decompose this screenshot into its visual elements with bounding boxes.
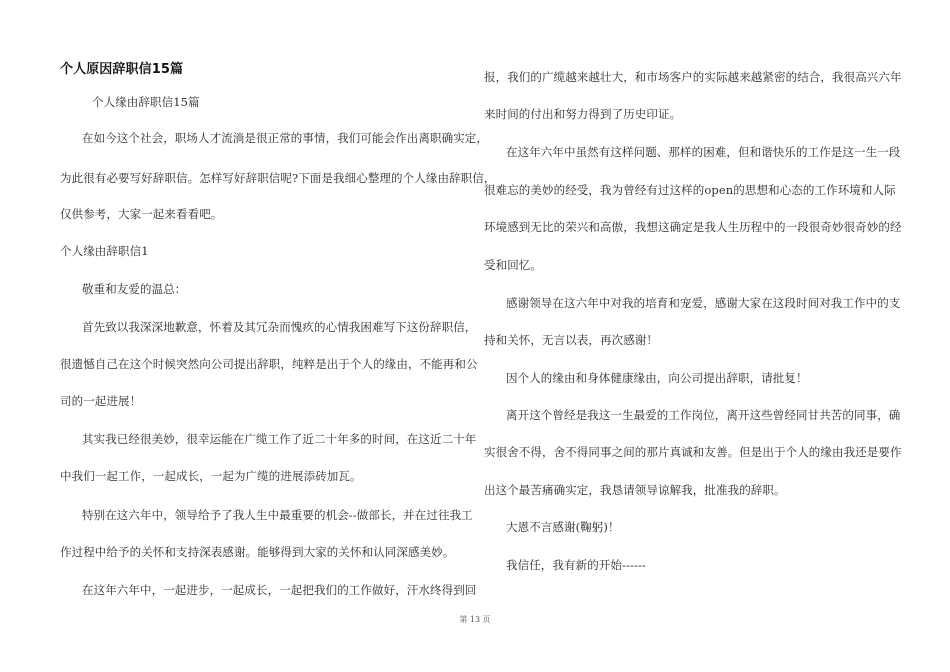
closing-line: 我信任，我有新的开始------ — [506, 558, 646, 572]
paragraph-line: 很遗憾自己在这个时候突然向公司提出辞职，纯粹是出于个人的缘由，不能再和公 — [60, 357, 478, 371]
paragraph-line: 离开这个曾经是我这一生最爱的工作岗位，离开这些曾经同甘共苦的同事，确 — [506, 408, 901, 422]
paragraph-line: 实很舍不得，舍不得同事之间的那片真诚和友善。但是出于个人的缘由我还是要作 — [484, 445, 902, 459]
paragraph-line: 在这年六年中虽然有这样问题、那样的困难，但和谐快乐的工作是这一生一段 — [506, 145, 901, 159]
paragraph-line: 持和关怀，无言以表，再次感谢！ — [484, 333, 658, 347]
paragraph-line: 司的一起进展！ — [60, 394, 142, 408]
paragraph-line: 来时间的付出和努力得到了历史印证。 — [484, 107, 682, 121]
paragraph-line: 感谢领导在这六年中对我的培育和宠爱，感谢大家在这段时间对我工作中的支 — [506, 296, 901, 310]
paragraph-line: 很难忘的美妙的经受，我为曾经有过这样的open的思想和心态的工作环境和人际 — [484, 183, 896, 197]
paragraph-line: 受和回忆。 — [484, 258, 542, 272]
paragraph-line: 仅供参考，大家一起来看看吧。 — [60, 207, 223, 221]
paragraph-line: 为此很有必要写好辞职信。怎样写好辞职信呢?下面是我细心整理的个人缘由辞职信， — [60, 171, 496, 185]
document-title: 个人原因辞职信15篇 — [60, 62, 184, 77]
paragraph-line: 中我们一起工作，一起成长，一起为广缆的进展添砖加瓦。 — [60, 469, 362, 483]
document-subtitle: 个人缘由辞职信15篇 — [92, 95, 200, 109]
section-heading: 个人缘由辞职信1 — [60, 244, 149, 258]
paragraph-line: 环境感到无比的荣兴和高傲，我想这确定是我人生历程中的一段很奇妙很奇妙的经 — [484, 220, 902, 234]
page-number: 第 13 页 — [459, 615, 491, 624]
paragraph-line: 在如今这个社会，职场人才流淌是很正常的事情，我们可能会作出离职确实定， — [82, 131, 488, 145]
paragraph-line: 作过程中给予的关怀和支持深表感谢。能够得到大家的关怀和认同深感美妙。 — [60, 545, 455, 559]
paragraph-line: 出这个最苦痛确实定，我恳请领导谅解我，批准我的辞职。 — [484, 483, 786, 497]
paragraph-line: 报，我们的广缆越来越壮大，和市场客户的实际越来越紧密的结合，我很高兴六年 — [484, 70, 902, 84]
paragraph-line: 特别在这六年中，领导给予了我人生中最重要的机会--做部长，并在过往我工 — [82, 508, 473, 522]
paragraph-line: 其实我已经很美妙，很幸运能在广缆工作了近二十年多的时间，在这近二十年 — [82, 432, 477, 446]
paragraph-line: 在这年六年中，一起进步，一起成长，一起把我们的工作做好，汗水终得到回 — [82, 583, 477, 597]
salutation: 敬重和友爱的温总： — [82, 282, 187, 296]
closing-line: 大恩不言感谢(鞠躬)！ — [506, 520, 620, 534]
paragraph-line: 首先致以我深深地歉意，怀着及其冗杂而愧疚的心情我困难写下这份辞职信， — [82, 320, 477, 334]
paragraph-line: 因个人的缘由和身体健康缘由，向公司提出辞职，请批复！ — [506, 371, 808, 385]
